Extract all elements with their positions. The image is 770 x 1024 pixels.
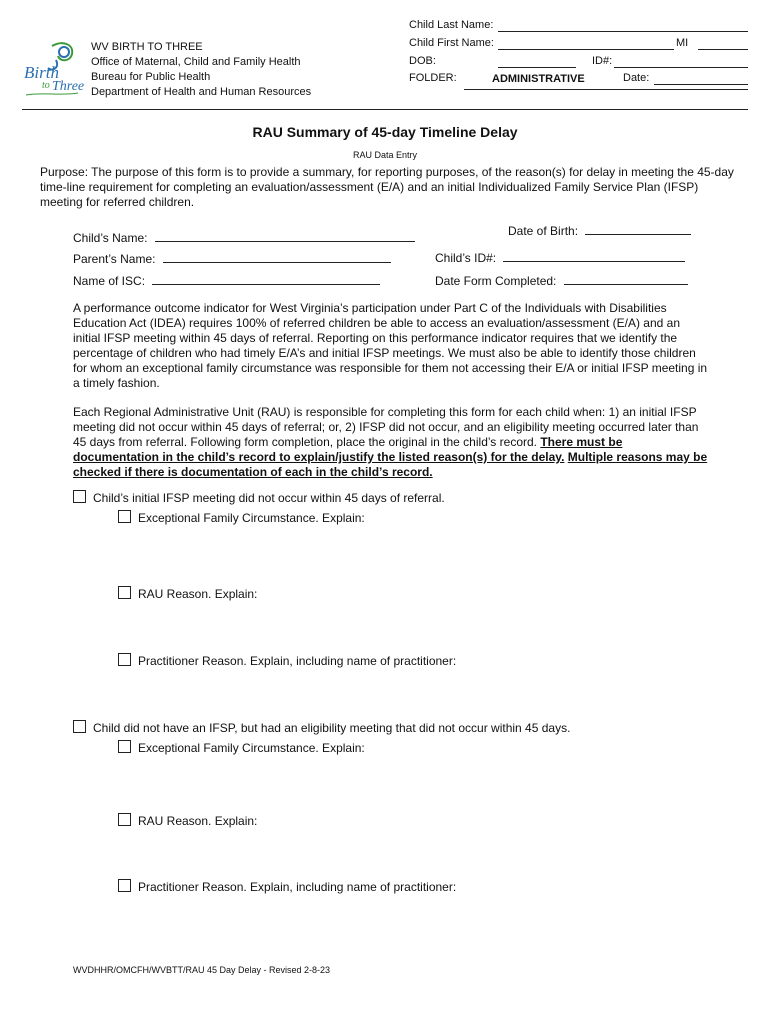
exceptional-family-checkbox[interactable] xyxy=(118,740,131,753)
exceptional-family-checkbox[interactable] xyxy=(118,510,131,523)
section1-option-row xyxy=(118,653,456,668)
date-of-birth-input[interactable] xyxy=(585,223,691,235)
date-completed-label: Date Form Completed: xyxy=(435,274,557,288)
parents-name-input[interactable] xyxy=(163,251,391,263)
purpose-paragraph: Purpose: The purpose of this form is to provide a summary, for reporting purposes, of the reason(s) for delay in meeting the 45-day time-line requirement for completing an evaluation/assessment (E/A) and an initial Individualized Family Service Plan (IFSP) meeting for referred children. xyxy=(40,165,734,209)
date-label: Date: xyxy=(623,72,650,84)
isc-name-label: Name of ISC: xyxy=(73,274,146,288)
option-label: RAU Reason. Explain: xyxy=(138,814,258,828)
childs-id-input[interactable] xyxy=(503,250,685,262)
mi-line[interactable] xyxy=(698,49,748,50)
id-line[interactable] xyxy=(614,67,748,68)
isc-name-field xyxy=(73,273,380,288)
rau-reason-checkbox[interactable] xyxy=(118,813,131,826)
date-completed-field xyxy=(435,273,688,288)
page-subtitle: RAU Data Entry xyxy=(352,150,418,160)
practitioner-reason-checkbox[interactable] xyxy=(118,879,131,892)
folder-value: ADMINISTRATIVE xyxy=(492,73,585,85)
rau-reason-checkbox[interactable] xyxy=(118,586,131,599)
option-label: Exceptional Family Circumstance. Explain: xyxy=(138,511,365,525)
performance-paragraph: A performance outcome indicator for West Virginia’s participation under Part C of the Individuals with Disabilities Education Act (IDEA) requires 100% of referred children be able to access an evaluation/assessment (E/A) and an initial IFSP meeting within 45 days of referral. Reporting on this performance indicator requires that we identify the percentage of children who had timely E/A’s and initial IFSP meetings. We must also be able to identify those children for whom an exceptional family circumstance was responsible for them not accessing their E/A or initial IFSP meeting in a timely fashion. xyxy=(73,301,708,390)
date-of-birth-label: Date of Birth: xyxy=(508,224,579,238)
mi-label: MI xyxy=(676,37,689,49)
svg-text:Three: Three xyxy=(52,79,85,94)
org-line: WV BIRTH TO THREE xyxy=(91,41,203,53)
section2-checkbox-row xyxy=(73,720,570,735)
option-label: Practitioner Reason. Explain, including name of practitioner: xyxy=(138,654,457,668)
org-header xyxy=(91,40,311,100)
child-first-name-line[interactable] xyxy=(498,49,674,50)
page-title: RAU Summary of 45-day Timeline Delay xyxy=(252,124,518,140)
childs-name-field xyxy=(73,230,415,245)
section1-option-row xyxy=(118,510,365,525)
parents-name-label: Parent’s Name: xyxy=(73,252,156,266)
section2-option-row xyxy=(118,813,257,828)
date-of-birth-field xyxy=(508,223,691,238)
date-completed-input[interactable] xyxy=(564,273,688,285)
childs-name-label: Child’s Name: xyxy=(73,231,148,245)
documentation-emphasis: There must be documentation in the child’s record to explain/justify the listed reason(s) for the delay. xyxy=(73,435,623,464)
section1-checkbox-row xyxy=(73,490,445,505)
child-last-name-label: Child Last Name: xyxy=(409,19,494,31)
section2-option-row xyxy=(118,740,365,755)
header-divider xyxy=(22,109,748,110)
parents-name-field xyxy=(73,251,391,266)
section2-label: Child did not have an IFSP, but had an eligibility meeting that did not occur within 45 days. xyxy=(93,721,571,735)
date-line[interactable] xyxy=(654,84,748,85)
dob-line[interactable] xyxy=(498,67,576,68)
section1-checkbox[interactable] xyxy=(73,490,86,503)
childs-id-label: Child’s ID#: xyxy=(435,251,497,265)
child-figure-logo-icon xyxy=(22,38,85,98)
child-first-name-label: Child First Name: xyxy=(409,37,494,49)
option-label: Practitioner Reason. Explain, including name of practitioner: xyxy=(138,880,457,894)
section2-checkbox[interactable] xyxy=(73,720,86,733)
section1-label: Child’s initial IFSP meeting did not occur within 45 days of referral. xyxy=(93,491,445,505)
multiple-reasons-emphasis: Multiple reasons may be checked if there is documentation of each in the child’s record. xyxy=(73,450,708,479)
isc-name-input[interactable] xyxy=(152,273,380,285)
svg-text:to: to xyxy=(42,80,50,91)
folder-label: FOLDER: xyxy=(409,72,457,84)
folder-underline xyxy=(464,89,748,90)
responsibility-text: Each Regional Administrative Unit (RAU) is responsible for completing this form for each child when: 1) an initial IFSP meeting did not occur within 45 days of referral; or, 2) IFSP did not occur, and an eligibility meeting occurred later than 45 days from referral. Following form completion, place the original in the child’s record. xyxy=(73,405,699,449)
dob-label: DOB: xyxy=(409,55,436,67)
section2-option-row xyxy=(118,879,456,894)
form-footer: WVDHHR/OMCFH/WVBTT/RAU 45 Day Delay - Revised 2-8-23 xyxy=(73,965,331,975)
birth-to-three-logo xyxy=(22,38,85,98)
option-label: Exceptional Family Circumstance. Explain: xyxy=(138,741,365,755)
section1-option-row xyxy=(118,586,257,601)
child-last-name-line[interactable] xyxy=(498,31,748,32)
practitioner-reason-checkbox[interactable] xyxy=(118,653,131,666)
org-line: Bureau for Public Health xyxy=(91,71,211,83)
org-line: Office of Maternal, Child and Family Health xyxy=(91,56,301,68)
id-label: ID#: xyxy=(592,55,613,67)
org-line: Department of Health and Human Resources xyxy=(91,86,312,98)
childs-name-input[interactable] xyxy=(155,230,415,242)
option-label: RAU Reason. Explain: xyxy=(138,587,258,601)
svg-text:Birth: Birth xyxy=(24,63,59,82)
childs-id-field xyxy=(435,250,685,265)
responsibility-paragraph xyxy=(73,405,709,480)
